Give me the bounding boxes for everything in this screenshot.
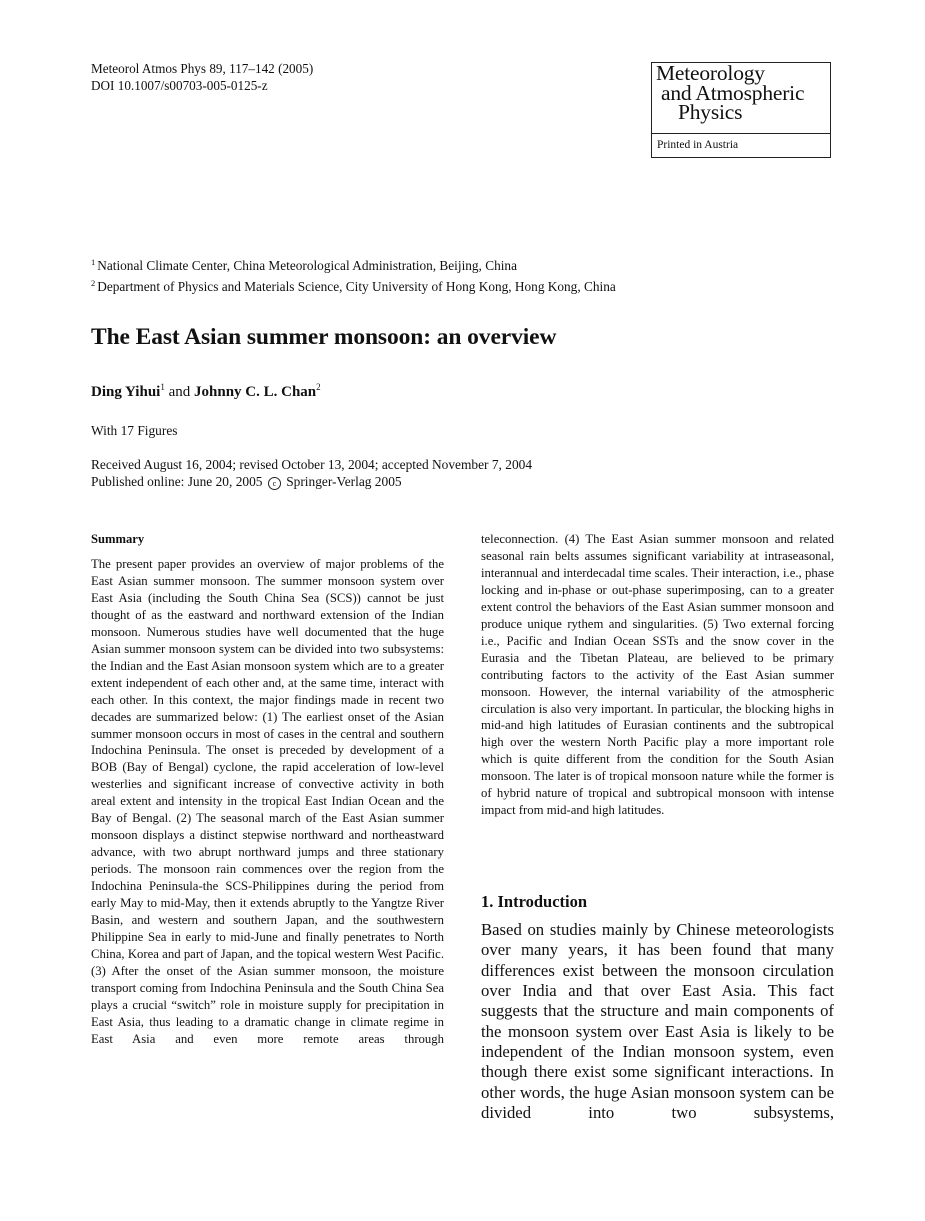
journal-reference [91, 61, 313, 94]
logo-line-3: Physics [678, 100, 743, 124]
logo-title [656, 61, 805, 124]
publication-dates [91, 457, 532, 490]
doi: DOI 10.1007/s00703-005-0125-z [91, 77, 268, 93]
summary-text: The present paper provides an overview of major problems of the East Asian summer monsoon. The summer monsoon system over East Asia (including the South China Sea (SCS)) cannot be just thought of as the eastward and northward extension of the Indian monsoon. Numerous studies have well documented that the huge Asian summer monsoon system can be divided into two subsystems: the Indian and the East Asian monsoon system which are to a greater extent independent of each other and, at the same time, interact with each other. In this context, the major findings made in recent two decades are summarized below: (1) The earliest onset of the Asian summer monsoon occurs in most of cases in the central and southern Indochina Peninsula. The onset is preceded by development of a BOB (Bay of Bengal) cyclone, the rapid acceleration of low-level westerlies and significant increase of convective activity in both areal extent and intensity in the tropical East Indian Ocean and the Bay of Bengal. (2) The seasonal march of the East Asian summer monsoon displays a distinct stepwise northward and northeastward advance, with two abrupt northward jumps and three stationary periods. The monsoon rain commences over the region from the Indochina Peninsula-the SCS-Philippines during the period from early May to mid-May, then it extends abruptly to the Yangtze River Basin, and western and southern Japan, and the southwestern Philippine Sea in early to mid-June and finally penetrates to North China, Korea and part of Japan, and the topical western West Pacific. (3) After the onset of the Asian summer monsoon, the moisture transport coming from Indochina Peninsula and the South China Sea plays a crucial “switch” role in moisture supply for precipitation in East Asia, thus leading to a dramatic change in climate regime in East Asia and even more remote areas through [91, 557, 444, 1046]
summary-heading: Summary [91, 532, 145, 546]
paper-title: The East Asian summer monsoon: an overview [91, 324, 557, 350]
published-date: Published online: June 20, 2005 [91, 473, 263, 489]
author-1: Ding Yihui [91, 384, 161, 400]
affiliation-text: Department of Physics and Materials Science, City University of Hong Kong, Hong Kong, China [97, 278, 616, 294]
affiliation-text: National Climate Center, China Meteorological Administration, Beijing, China [97, 258, 517, 273]
journal-citation: Meteorol Atmos Phys 89, 117–142 (2005) [91, 61, 314, 76]
introduction-heading: 1. Introduction [481, 892, 588, 911]
affiliation-number: 1 [91, 257, 96, 267]
authors [91, 382, 321, 401]
author-conjunction: and [168, 384, 191, 400]
received-dates: Received August 16, 2004; revised October 13, 2004; accepted November 7, 2004 [91, 457, 533, 472]
logo-line-1: Meteorology [656, 61, 765, 85]
introduction-text: Based on studies mainly by Chinese meteorologists over many years, it has been found that many differences exist between the monsoon circulation over India and that over East Asia. This fact suggests that the structure and main components of the monsoon system over East Asia is likely to be independent of the Indian monsoon system, even though there exist some significant interactions. In other words, the huge Asian monsoon system can be divided into two subsystems, [481, 920, 834, 1123]
author-1-affiliation: 1 [160, 382, 165, 392]
affiliations [91, 254, 616, 295]
affiliation-1 [91, 254, 616, 275]
journal-logo [651, 62, 831, 158]
copyright-icon: c [268, 477, 281, 490]
affiliation-number: 2 [91, 277, 96, 288]
author-2-affiliation: 2 [316, 382, 321, 392]
logo-line-2: and Atmospheric [661, 80, 805, 105]
logo-divider [652, 133, 830, 134]
summary-continuation: teleconnection. (4) The East Asian summer monsoon and related seasonal rain belts assumes significant variability at intraseasonal, interannual and interdecadal time scales. Their interaction, i.e., phase locking and in-phase or out-phase superimposing, can to a greater extent control the behaviors of the East Asian summer monsoon and produce unique rythem and singularities. (5) Two external forcing i.e., Pacific and Indian Ocean SSTs and the snow cover in the Eurasia and the Tibetan Plateau, are believed to be primary contributing factors to the activity of the East Asian summer monsoon. However, the internal variability of the atmospheric circulation is also very important. In particular, the blocking highs in mid-and high latitudes of Eurasian continents and the subtropical high over the western North Pacific play a more important role which is quite different from the condition for the South Asian monsoon. The later is of tropical monsoon nature while the former is of hybrid nature of tropical and subtropical monsoon with intense impact from mid-and high latitudes. [481, 532, 834, 818]
publisher: Springer-Verlag 2005 [286, 473, 402, 489]
author-2: Johnny C. L. Chan [194, 384, 317, 400]
figures-note: With 17 Figures [91, 423, 178, 438]
affiliation-2 [91, 275, 616, 296]
published-line [91, 474, 532, 491]
logo-printed-in: Printed in Austria [657, 139, 739, 151]
